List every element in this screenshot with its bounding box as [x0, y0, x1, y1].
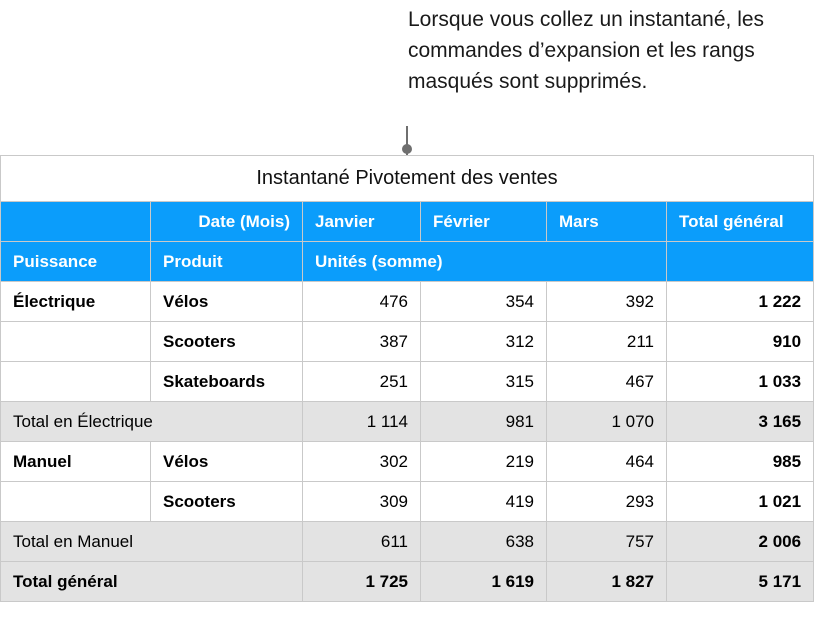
callout-annotation: [408, 4, 808, 97]
row-product-label: Scooters: [151, 322, 303, 362]
table-row: [1, 362, 814, 402]
row-value-cell: 1 827: [547, 562, 667, 602]
row-category-label: [1, 482, 151, 522]
header-corner-blank: [1, 202, 151, 242]
row-value-cell: 467: [547, 362, 667, 402]
row-value-cell: 419: [421, 482, 547, 522]
row-value-cell: 1 114: [303, 402, 421, 442]
row-product-label: Vélos: [151, 282, 303, 322]
row-value-cell: 312: [421, 322, 547, 362]
row-value-cell: 476: [303, 282, 421, 322]
row-category-label: Électrique: [1, 282, 151, 322]
row-value-cell: 1 725: [303, 562, 421, 602]
row-total-cell: 1 033: [667, 362, 814, 402]
row-value-cell: 211: [547, 322, 667, 362]
row-total-cell: 5 171: [667, 562, 814, 602]
row-value-cell: 219: [421, 442, 547, 482]
row-value-cell: 611: [303, 522, 421, 562]
row-total-label: Total en Électrique: [1, 402, 303, 442]
header-date-label: Date (Mois): [151, 202, 303, 242]
row-total-cell: 2 006: [667, 522, 814, 562]
row-total-label: Total en Manuel: [1, 522, 303, 562]
row-value-cell: 387: [303, 322, 421, 362]
header-measure-blank: [667, 242, 814, 282]
row-total-label: Total général: [1, 562, 303, 602]
row-category-label: [1, 322, 151, 362]
header-col-janvier: Janvier: [303, 202, 421, 242]
table-title-row: [1, 156, 814, 202]
table-row: [1, 322, 814, 362]
row-value-cell: 1 070: [547, 402, 667, 442]
row-value-cell: 1 619: [421, 562, 547, 602]
row-product-label: Vélos: [151, 442, 303, 482]
row-value-cell: 354: [421, 282, 547, 322]
callout-leader-endpoint: [402, 144, 412, 154]
header-measure-unites: Unités (somme): [303, 242, 667, 282]
pivot-table: [0, 155, 814, 602]
header-field-produit: Produit: [151, 242, 303, 282]
row-value-cell: 981: [421, 402, 547, 442]
row-total-cell: 985: [667, 442, 814, 482]
table-header-row-2: [1, 242, 814, 282]
table-grand-total-row: [1, 562, 814, 602]
table-header-row-1: [1, 202, 814, 242]
header-col-total-general: Total général: [667, 202, 814, 242]
row-total-cell: 3 165: [667, 402, 814, 442]
row-value-cell: 309: [303, 482, 421, 522]
row-value-cell: 757: [547, 522, 667, 562]
row-product-label: Skateboards: [151, 362, 303, 402]
header-col-fevrier: Février: [421, 202, 547, 242]
table-row: [1, 282, 814, 322]
row-value-cell: 464: [547, 442, 667, 482]
row-product-label: Scooters: [151, 482, 303, 522]
header-col-mars: Mars: [547, 202, 667, 242]
row-value-cell: 251: [303, 362, 421, 402]
table-subtotal-row: [1, 522, 814, 562]
row-category-label: Manuel: [1, 442, 151, 482]
row-value-cell: 293: [547, 482, 667, 522]
row-value-cell: 302: [303, 442, 421, 482]
row-value-cell: 638: [421, 522, 547, 562]
row-total-cell: 1 021: [667, 482, 814, 522]
table-subtotal-row: [1, 402, 814, 442]
row-value-cell: 392: [547, 282, 667, 322]
row-category-label: [1, 362, 151, 402]
callout-text: Lorsque vous collez un instantané, les commandes d’expansion et les rangs masqués sont supprimés.: [408, 8, 765, 93]
header-field-puissance: Puissance: [1, 242, 151, 282]
pivot-table-container: [0, 155, 813, 602]
row-value-cell: 315: [421, 362, 547, 402]
table-row: [1, 482, 814, 522]
table-row: [1, 442, 814, 482]
table-title: Instantané Pivotement des ventes: [1, 156, 814, 202]
row-total-cell: 1 222: [667, 282, 814, 322]
row-total-cell: 910: [667, 322, 814, 362]
